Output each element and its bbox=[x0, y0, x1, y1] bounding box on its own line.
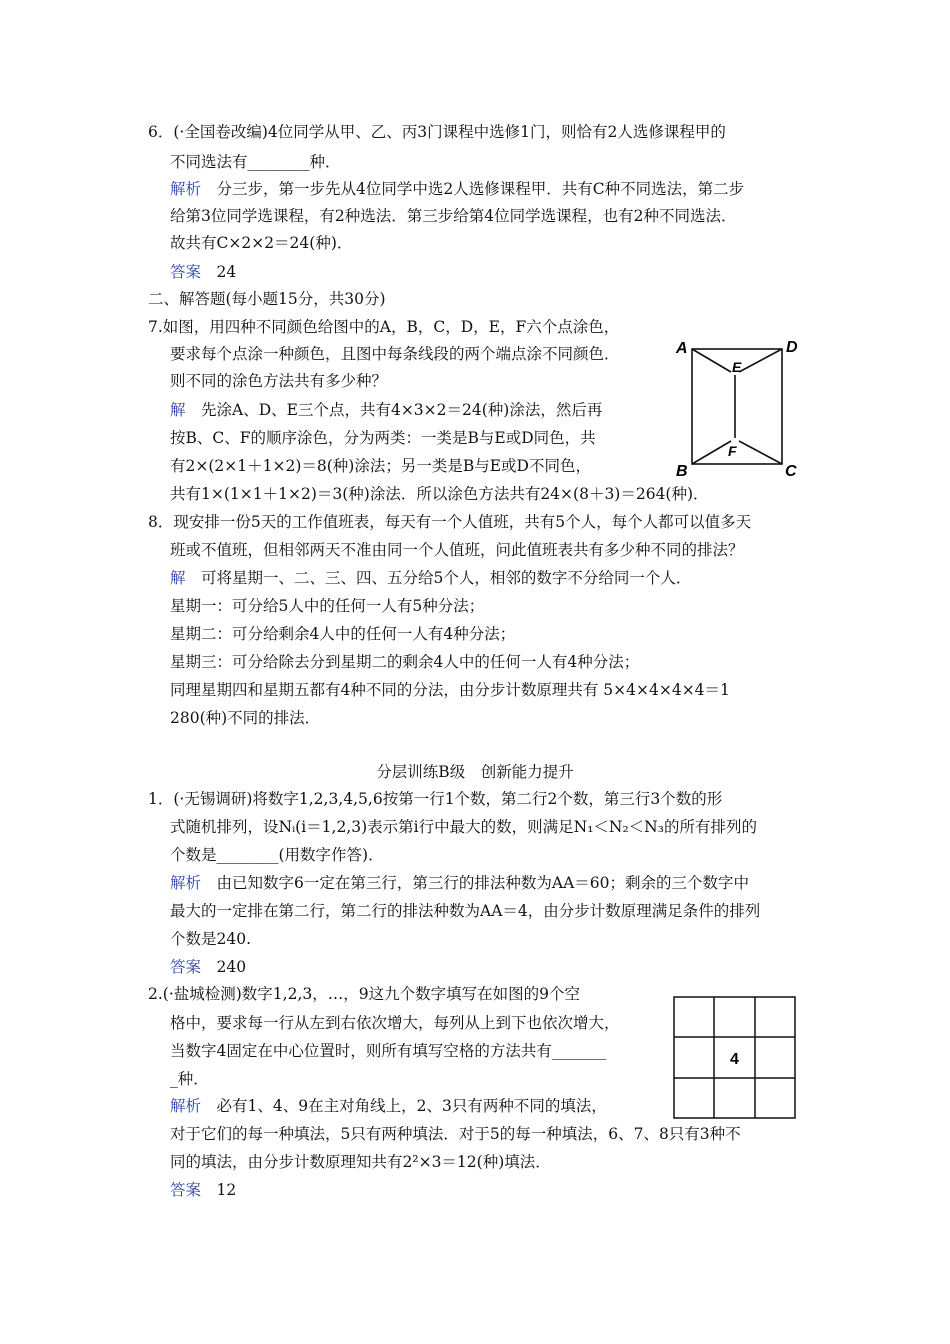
q7-solution-2: 按B、C、F的顺序涂色，分为两类：一类是B与E或D同色，共 bbox=[170, 429, 596, 447]
q7-line1: 7.如图，用四种不同颜色给图中的A，B，C，D，E，F六个点涂色， bbox=[148, 318, 620, 336]
edge-AE bbox=[692, 349, 731, 372]
q7-line2: 要求每个点涂一种颜色，且图中每条线段的两个端点涂不同颜色． bbox=[170, 345, 620, 363]
b1-solution-3: 个数是240. bbox=[170, 930, 252, 948]
b2-line2: 格中，要求每一行从左到右依次增大，每列从上到下也依次增大， bbox=[170, 1014, 620, 1032]
q6-solution-1: 解析 分三步，第一步先从4位同学中选2人选修课程甲．共有C种不同选法，第二步 bbox=[170, 180, 745, 198]
b2-solution-2: 对于它们的每一种填法，5只有两种填法．对于5的每一种填法，6、7、8只有3种不 bbox=[170, 1125, 741, 1143]
b1-solution-2: 最大的一定排在第二行，第二行的排法种数为AA＝4，由分步计数原理满足条件的排列 bbox=[170, 902, 761, 920]
b2-solution-1: 解析 必有1、4、9在主对角线上，2、3只有两种不同的填法， bbox=[170, 1097, 607, 1115]
b2-line4: _种． bbox=[170, 1070, 209, 1088]
b1-answer: 答案 240 bbox=[170, 958, 247, 976]
q7-line3: 则不同的涂色方法共有多少种？ bbox=[170, 372, 388, 390]
section-title: 二、解答题(每小题15分，共30分) bbox=[148, 290, 386, 308]
solution-label: 解析 bbox=[170, 180, 202, 198]
b2-solution-3: 同的填法，由分步计数原理知共有2²×3＝12(种)填法． bbox=[170, 1153, 551, 1171]
q8-solution-1: 解 可将星期一、二、三、四、五分给5个人，相邻的数字不分给同一个人． bbox=[170, 569, 692, 587]
b1-solution-1: 解析 由已知数字6一定在第三行，第三行的排法种数为AA＝60；剩余的三个数字中 bbox=[170, 874, 749, 892]
q8-solution-6: 280(种)不同的排法． bbox=[170, 709, 321, 727]
q6-solution-2: 给第3位同学选课程，有2种选法．第三步给第4位同学选课程，也有2种不同选法． bbox=[170, 207, 737, 225]
b2-line1: 2.(·盐城检测)数字1,2,3，…，9这九个数字填写在如图的9个空 bbox=[148, 985, 580, 1003]
edge-CF bbox=[739, 441, 782, 464]
q6-answer: 答案 24 bbox=[170, 263, 237, 281]
q7-solution-3: 有2×(2×1＋1×2)＝8(种)涂法；另一类是B与E或D不同色， bbox=[170, 457, 591, 475]
b2-grid-figure bbox=[673, 996, 797, 1120]
q7-solution-4: 共有1×(1×1＋1×2)＝3(种)涂法．所以涂色方法共有24×(8＋3)＝264(种)． bbox=[170, 485, 709, 503]
edge-DE bbox=[739, 349, 782, 372]
b1-line1: 1．(·无锡调研)将数字1,2,3,4,5,6按第一行1个数，第二行2个数，第三行3个数的形 bbox=[148, 790, 723, 808]
answer-label: 答案 bbox=[170, 958, 202, 976]
point-label-E: E bbox=[732, 359, 742, 375]
q6-line1: 6．(·全国卷改编)4位同学从甲、乙、丙3门课程中选修1门，则恰有2人选修课程甲的 bbox=[148, 123, 726, 141]
q8-solution-5: 同理星期四和星期五都有4种不同的分法，由分步计数原理共有 5×4×4×4×4＝1 bbox=[170, 681, 730, 699]
b1-line3: 个数是________(用数字作答)． bbox=[170, 846, 384, 864]
q6-line2: 不同选法有________种． bbox=[170, 153, 341, 171]
solution-label: 解 bbox=[170, 401, 186, 419]
point-label-C: C bbox=[785, 463, 797, 480]
point-label-B: B bbox=[676, 463, 688, 480]
q8-solution-3: 星期二：可分给剩余4人中的任何一人有4种分法； bbox=[170, 625, 516, 643]
b2-answer: 答案 12 bbox=[170, 1181, 237, 1199]
solution-label: 解析 bbox=[170, 874, 202, 892]
solution-label: 解 bbox=[170, 569, 186, 587]
section-b-title: 分层训练B级 创新能力提升 bbox=[376, 763, 574, 781]
point-label-F: F bbox=[728, 443, 737, 459]
point-label-A: A bbox=[676, 340, 688, 357]
b1-line2: 式随机排列，设Nᵢ(i＝1,2,3)表示第i行中最大的数，则满足N₁＜N₂＜N₃的所有排列的 bbox=[170, 818, 757, 836]
q7-figure bbox=[672, 333, 812, 483]
q7-solution-1: 解 先涂A、D、E三个点，共有4×3×2＝24(种)涂法，然后再 bbox=[170, 401, 603, 419]
answer-label: 答案 bbox=[170, 263, 202, 281]
solution-label: 解析 bbox=[170, 1097, 202, 1115]
b2-line3: 当数字4固定在中心位置时，则所有填写空格的方法共有_______ bbox=[170, 1042, 607, 1060]
q8-line1: 8．现安排一份5天的工作值班表，每天有一个人值班，共有5个人，每个人都可以值多天 bbox=[148, 513, 752, 531]
q8-solution-2: 星期一：可分给5人中的任何一人有5种分法； bbox=[170, 597, 485, 615]
edge-BF bbox=[692, 441, 731, 464]
q6-solution-3: 故共有C×2×2＝24(种)． bbox=[170, 234, 353, 252]
point-label-D: D bbox=[786, 339, 798, 356]
answer-label: 答案 bbox=[170, 1181, 202, 1199]
grid-center-number: 4 bbox=[730, 1051, 739, 1068]
q8-solution-4: 星期三：可分给除去分到星期二的剩余4人中的任何一人有4种分法； bbox=[170, 653, 640, 671]
q8-line2: 班或不值班，但相邻两天不准由同一个人值班，问此值班表共有多少种不同的排法？ bbox=[170, 541, 744, 559]
